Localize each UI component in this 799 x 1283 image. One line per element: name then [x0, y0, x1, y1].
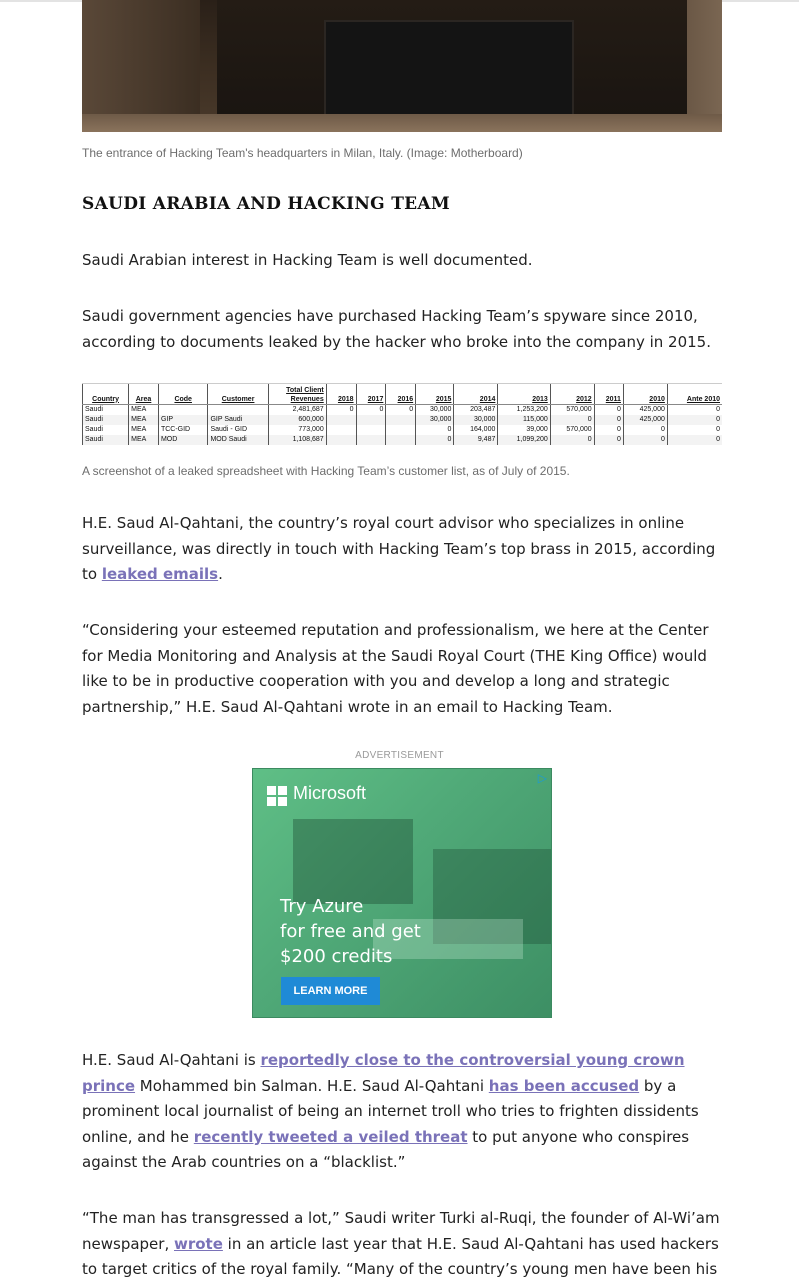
spreadsheet-header-cell: 2016 — [386, 384, 416, 404]
spreadsheet-cell: 425,000 — [623, 404, 667, 415]
spreadsheet-cell: 203,487 — [454, 404, 498, 415]
leaked-spreadsheet-image — [82, 383, 722, 451]
spreadsheet-header-cell: Customer — [208, 384, 268, 404]
spreadsheet-cell: 0 — [550, 415, 594, 425]
spreadsheet-cell: 164,000 — [454, 425, 498, 435]
spreadsheet-cell — [208, 404, 268, 415]
paragraph-2: Saudi government agencies have purchased Hacking Team’s spyware since 2010, according to documents leaked by the hacker who broke into the company in 2015. — [82, 307, 711, 351]
spreadsheet-cell: 600,000 — [268, 415, 326, 425]
spreadsheet-cell: 0 — [594, 404, 623, 415]
ad-brand: Microsoft — [293, 783, 367, 803]
spreadsheet-header-cell: 2018 — [326, 384, 356, 404]
spreadsheet-cell: 0 — [416, 425, 454, 435]
headquarters-photo — [82, 0, 722, 132]
spreadsheet-table — [82, 384, 722, 445]
spreadsheet-cell: 0 — [623, 425, 667, 435]
spreadsheet-cell — [326, 415, 356, 425]
spreadsheet-cell: 773,000 — [268, 425, 326, 435]
spreadsheet-cell: Saudi — [83, 435, 129, 445]
spreadsheet-cell: Saudi - GID — [208, 425, 268, 435]
spreadsheet-cell — [386, 415, 416, 425]
spreadsheet-cell — [326, 425, 356, 435]
spreadsheet-cell: GIP Saudi — [208, 415, 268, 425]
spreadsheet-row — [83, 425, 723, 435]
spreadsheet-cell: 0 — [667, 425, 722, 435]
ad-tagline: Try Azure for free and get $200 credits — [280, 896, 421, 967]
spreadsheet-header-cell: 2011 — [594, 384, 623, 404]
spreadsheet-cell: 570,000 — [550, 404, 594, 415]
adchoices-icon[interactable]: ▷ — [537, 771, 547, 785]
image-caption: The entrance of Hacking Team's headquarters in Milan, Italy. (Image: Motherboard) — [82, 146, 523, 160]
spreadsheet-header-cell: 2014 — [454, 384, 498, 404]
crown-prince-link[interactable]: reportedly close to the controversial young crown prince — [82, 1051, 685, 1095]
spreadsheet-cell: MEA — [129, 415, 159, 425]
spreadsheet-cell: 0 — [386, 404, 416, 415]
spreadsheet-header-cell: 2015 — [416, 384, 454, 404]
paragraph-1: Saudi Arabian interest in Hacking Team is well documented. — [82, 251, 533, 269]
spreadsheet-cell: Saudi — [83, 425, 129, 435]
spreadsheet-cell — [356, 415, 386, 425]
spreadsheet-caption: A screenshot of a leaked spreadsheet with Hacking Team’s customer list, as of July of 2015. — [82, 464, 570, 478]
spreadsheet-cell: 30,000 — [454, 415, 498, 425]
spreadsheet-cell: 0 — [594, 425, 623, 435]
spreadsheet-cell: TCC-GID — [158, 425, 208, 435]
spreadsheet-cell: 30,000 — [416, 415, 454, 425]
spreadsheet-cell: MEA — [129, 425, 159, 435]
spreadsheet-cell: 0 — [623, 435, 667, 445]
spreadsheet-header-cell: 2017 — [356, 384, 386, 404]
paragraph-4: “Considering your esteemed reputation and professionalism, we here at the Center for Media Monitoring and Analysis at the Saudi Royal Court (THE King Office) would like to be in productive cooperation with you and develop a long and strategic partnership,” H.E. Saud Al-Qahtani wrote in an email to Hacking Team. — [82, 621, 709, 716]
spreadsheet-cell — [326, 435, 356, 445]
spreadsheet-cell: MEA — [129, 404, 159, 415]
spreadsheet-cell: 30,000 — [416, 404, 454, 415]
spreadsheet-cell: 570,000 — [550, 425, 594, 435]
spreadsheet-cell: 425,000 — [623, 415, 667, 425]
spreadsheet-row — [83, 404, 723, 415]
spreadsheet-cell: 1,108,687 — [268, 435, 326, 445]
spreadsheet-cell: 0 — [667, 415, 722, 425]
learn-more-button[interactable]: LEARN MORE — [281, 977, 380, 1005]
spreadsheet-cell: 1,253,200 — [498, 404, 550, 415]
spreadsheet-cell: 0 — [667, 435, 722, 445]
spreadsheet-cell: 0 — [594, 415, 623, 425]
spreadsheet-cell — [356, 425, 386, 435]
spreadsheet-cell: Saudi — [83, 404, 129, 415]
has-been-accused-link[interactable]: has been accused — [488, 1076, 640, 1095]
spreadsheet-cell: 0 — [594, 435, 623, 445]
paragraph-3: H.E. Saud Al-Qahtani, the country’s royal court advisor who specializes in online surveillance, was directly in touch with Hacking Team’s top brass in 2015, according to leaked emails. — [82, 514, 716, 584]
spreadsheet-cell: 0 — [416, 435, 454, 445]
veiled-threat-link[interactable]: recently tweeted a veiled threat — [193, 1127, 468, 1146]
section-heading: SAUDI ARABIA AND HACKING TEAM — [82, 194, 451, 214]
spreadsheet-header-cell: 2012 — [550, 384, 594, 404]
spreadsheet-row — [83, 435, 723, 445]
paragraph-6: “The man has transgressed a lot,” Saudi writer Turki al-Ruqi, the founder of Al-Wi’am newspaper, wrote in an article last year that H.E. Saud Al-Qahtani has used hackers to target critics of the royal family. “Many of the country’s young men have been his — [82, 1209, 720, 1279]
spreadsheet-cell — [386, 435, 416, 445]
spreadsheet-cell: 9,487 — [454, 435, 498, 445]
spreadsheet-cell: 115,000 — [498, 415, 550, 425]
spreadsheet-cell: Saudi — [83, 415, 129, 425]
microsoft-logo-icon — [267, 786, 287, 806]
leaked-emails-link[interactable]: leaked emails — [101, 565, 219, 584]
spreadsheet-header-cell: 2013 — [498, 384, 550, 404]
microsoft-azure-ad[interactable] — [252, 768, 552, 1018]
spreadsheet-cell: 0 — [550, 435, 594, 445]
spreadsheet-cell: 2,481,687 — [268, 404, 326, 415]
spreadsheet-cell: 39,000 — [498, 425, 550, 435]
spreadsheet-cell — [356, 435, 386, 445]
spreadsheet-header-cell: Code — [158, 384, 208, 404]
spreadsheet-header-cell: Ante 2010 — [667, 384, 722, 404]
spreadsheet-row — [83, 415, 723, 425]
spreadsheet-header-cell: Country — [83, 384, 129, 404]
spreadsheet-header-cell: Total Client Revenues — [268, 384, 326, 404]
spreadsheet-header-cell: 2010 — [623, 384, 667, 404]
spreadsheet-cell: MOD — [158, 435, 208, 445]
spreadsheet-cell: 0 — [356, 404, 386, 415]
spreadsheet-cell: 1,099,200 — [498, 435, 550, 445]
spreadsheet-cell — [386, 425, 416, 435]
advertisement-label: ADVERTISEMENT — [355, 750, 444, 761]
spreadsheet-cell — [158, 404, 208, 415]
wrote-link[interactable]: wrote — [174, 1234, 223, 1253]
spreadsheet-cell: MEA — [129, 435, 159, 445]
spreadsheet-cell: 0 — [326, 404, 356, 415]
paragraph-5: H.E. Saud Al-Qahtani is reportedly close to the controversial young crown prince Mohammed bin Salman. H.E. Saud Al-Qahtani has been accused by a prominent local journalist of being an internet troll who tries to frighten dissidents online, and he recently tweeted a veiled threat to put anyone who conspires against the Arab countries on a “blacklist.” — [82, 1051, 699, 1172]
spreadsheet-header-cell: Area — [129, 384, 159, 404]
spreadsheet-cell: 0 — [667, 404, 722, 415]
spreadsheet-cell: GIP — [158, 415, 208, 425]
spreadsheet-cell: MOD Saudi — [208, 435, 268, 445]
